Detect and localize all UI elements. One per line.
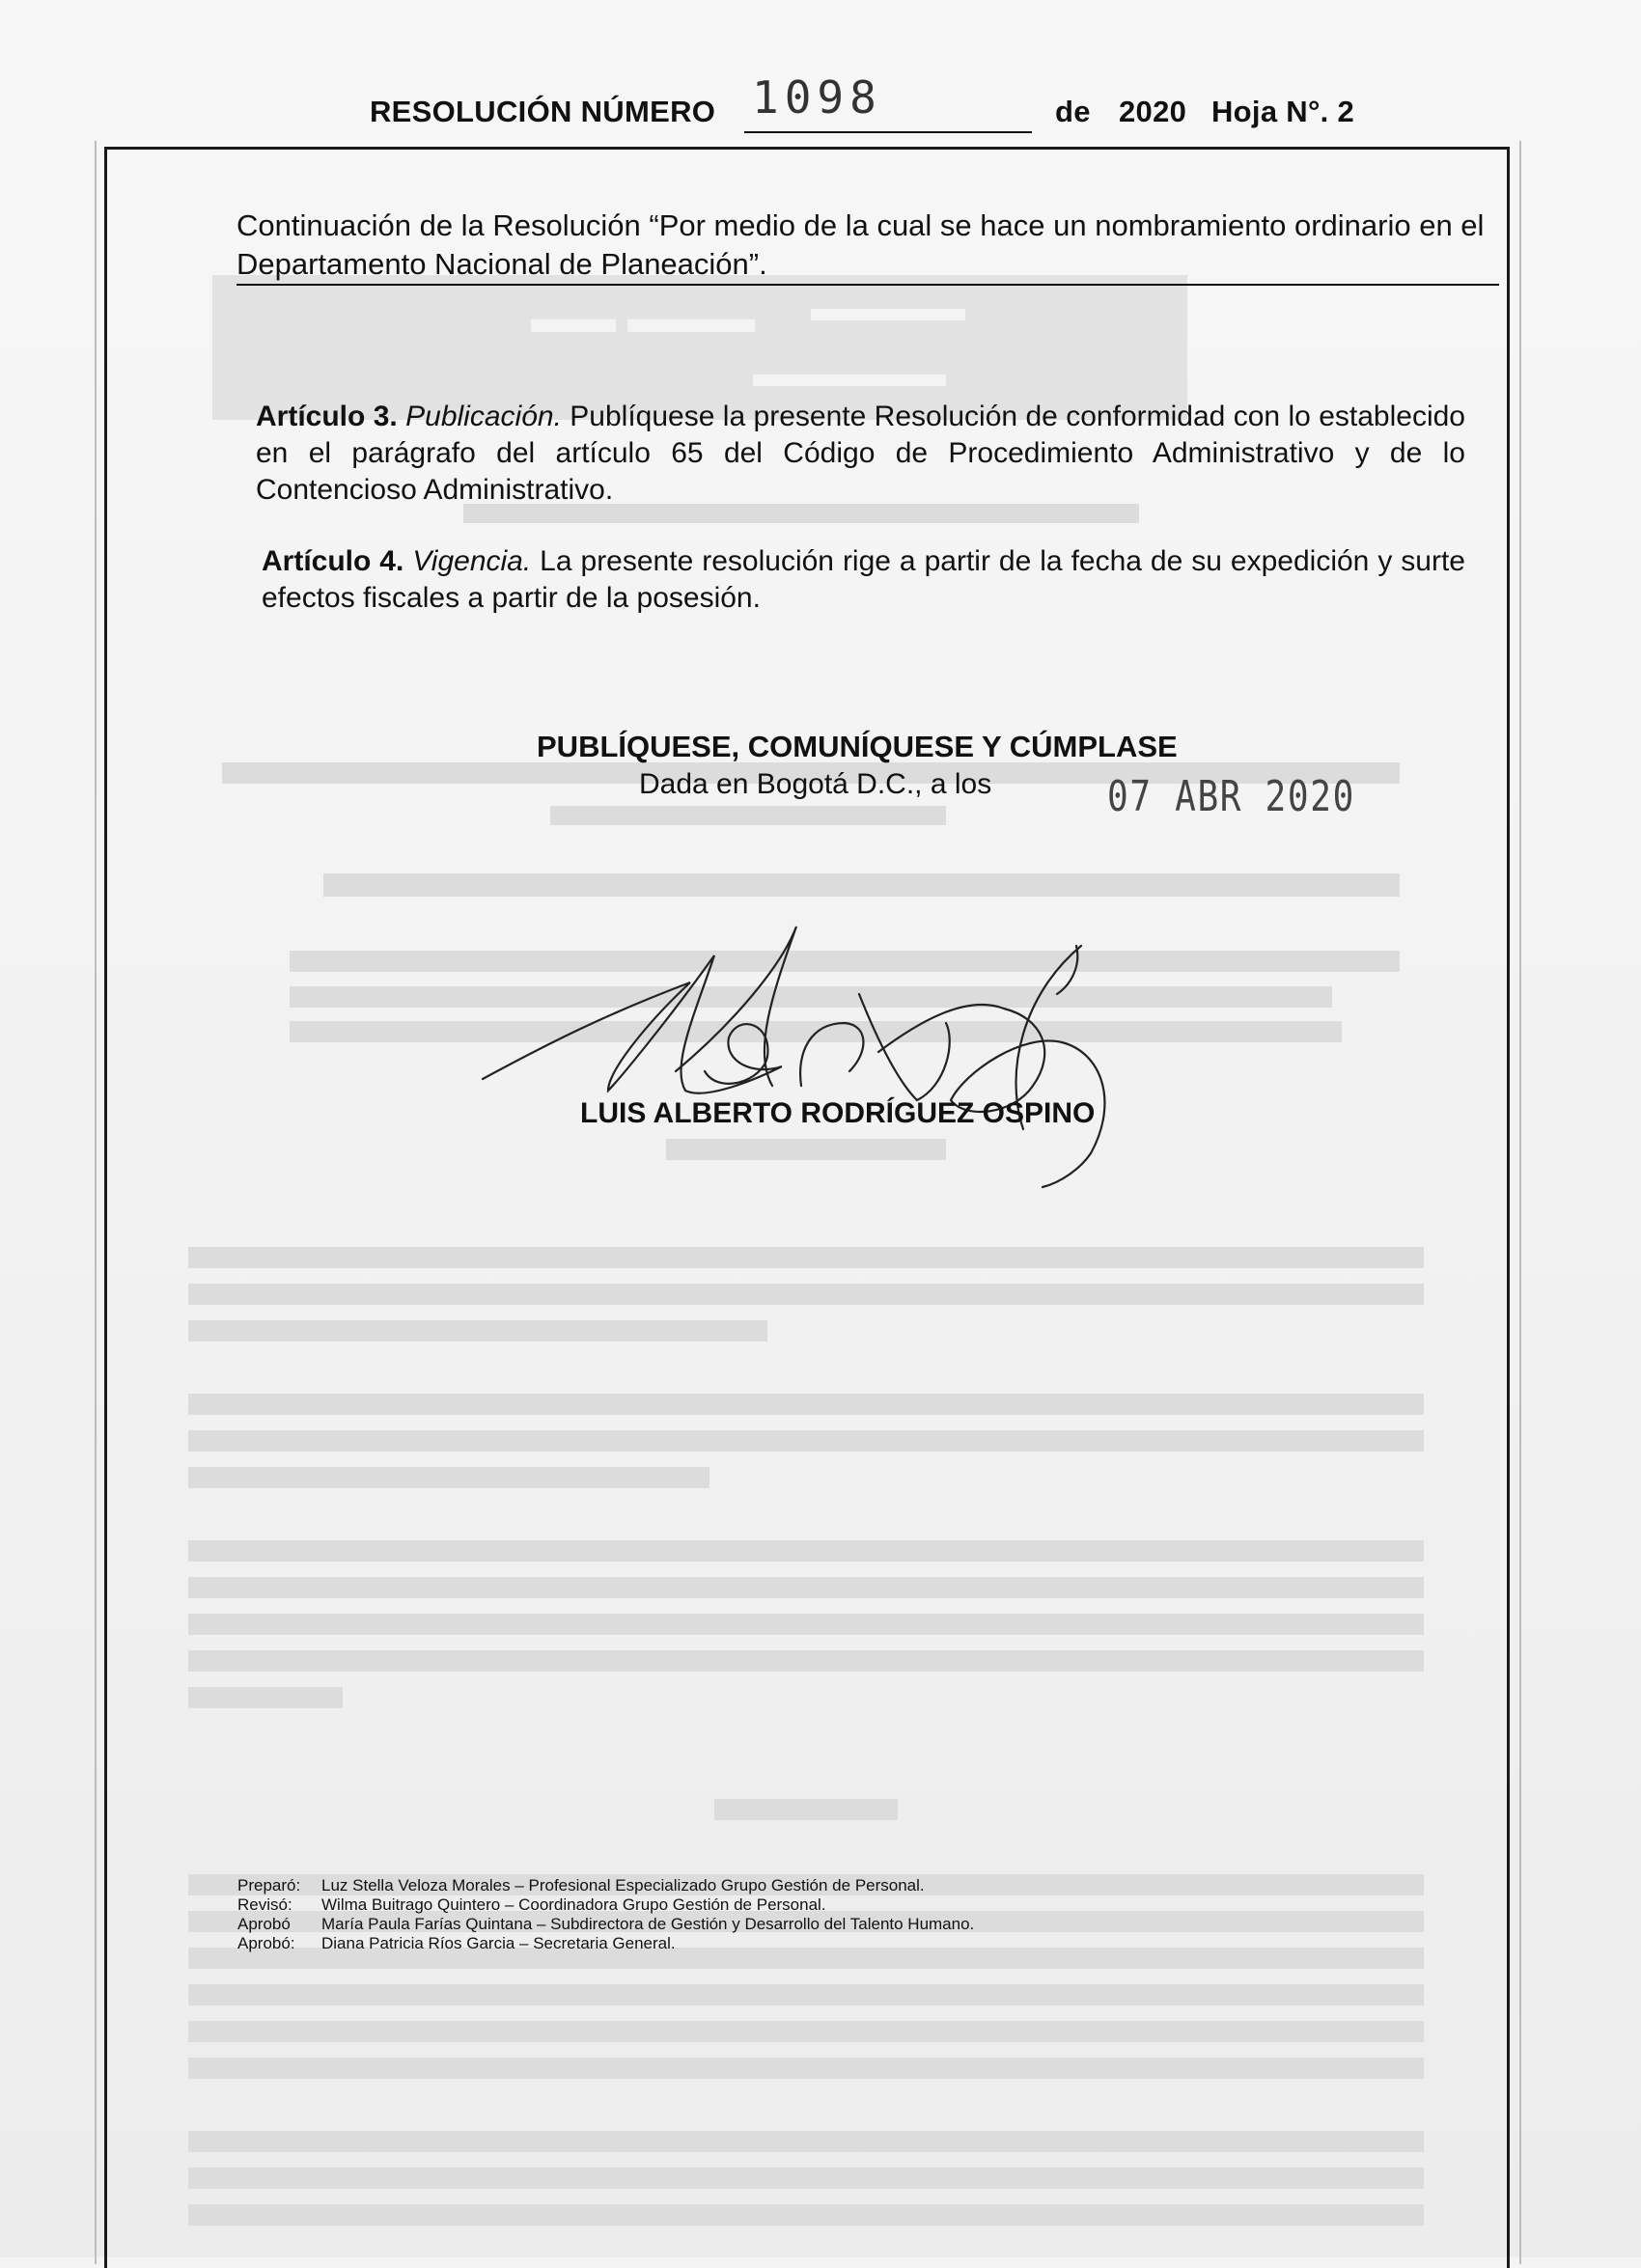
footer-person: Wilma Buitrago Quintero – Coordinadora Grupo Gestión de Personal. [321,1895,826,1914]
article-4 [262,543,1465,617]
article-3 [256,399,1465,509]
date-stamp: 07 ABR 2020 [1107,772,1355,821]
handwritten-signature [463,878,1313,1197]
closing-place: Dada en Bogotá D.C., a los [639,768,992,800]
header-de: de [1055,95,1091,128]
article-3-title: Publicación. [405,401,562,432]
footer-row [237,1934,974,1953]
footer-row [237,1895,974,1915]
header-label: RESOLUCIÓN NÚMERO [370,95,716,128]
article-3-text: Publíquese la presente Resolución de conformidad con lo establecido en el parágrafo del artículo 65 del Código de Procedimiento Administrativo y de lo Contencioso Administrativo. [256,401,1465,506]
article-3-number: Artículo 3. [256,401,398,432]
footer-person: Diana Patricia Ríos Garcia – Secretaria General. [321,1934,676,1952]
approval-footer [237,1876,974,1953]
resolution-number-line [744,71,1032,133]
continuation-title: Continuación de la Resolución “Por medio de la cual se hace un nombramiento ordinario en el Departamento Nacional de Planeación”. [236,208,1485,281]
continuation-rule [236,284,1499,286]
footer-person: María Paula Farías Quintana – Subdirectora de Gestión y Desarrollo del Talento Humano. [321,1915,975,1933]
footer-role: Revisó: [237,1895,292,1914]
footer-row [237,1876,974,1895]
footer-role: Aprobó: [237,1934,295,1952]
header-page: Hoja N°. 2 [1211,95,1355,128]
signer-name: LUIS ALBERTO RODRÍGUEZ OSPINO [580,1097,1096,1129]
footer-role: Aprobó [237,1915,291,1933]
footer-person: Luz Stella Veloza Morales – Profesional Especializado Grupo Gestión de Personal. [321,1876,925,1895]
footer-role: Preparó: [237,1876,301,1895]
article-4-text: La presente resolución rige a partir de la fecha de su expedición y surte efectos fiscales a partir de la posesión. [262,545,1465,614]
footer-row [237,1915,974,1934]
closing-title: PUBLÍQUESE, COMUNÍQUESE Y CÚMPLASE [537,730,1178,763]
bleed-through-banner: ▬▬▬ ▬▬ ▬▬▬▬ ▬▬▬▬▬ [212,275,1187,420]
article-4-number: Artículo 4. [262,545,404,577]
header-year: 2020 [1119,95,1187,128]
resolution-header [370,71,1364,137]
resolution-number: 1098 [752,71,882,124]
article-4-title: Vigencia. [412,545,532,577]
